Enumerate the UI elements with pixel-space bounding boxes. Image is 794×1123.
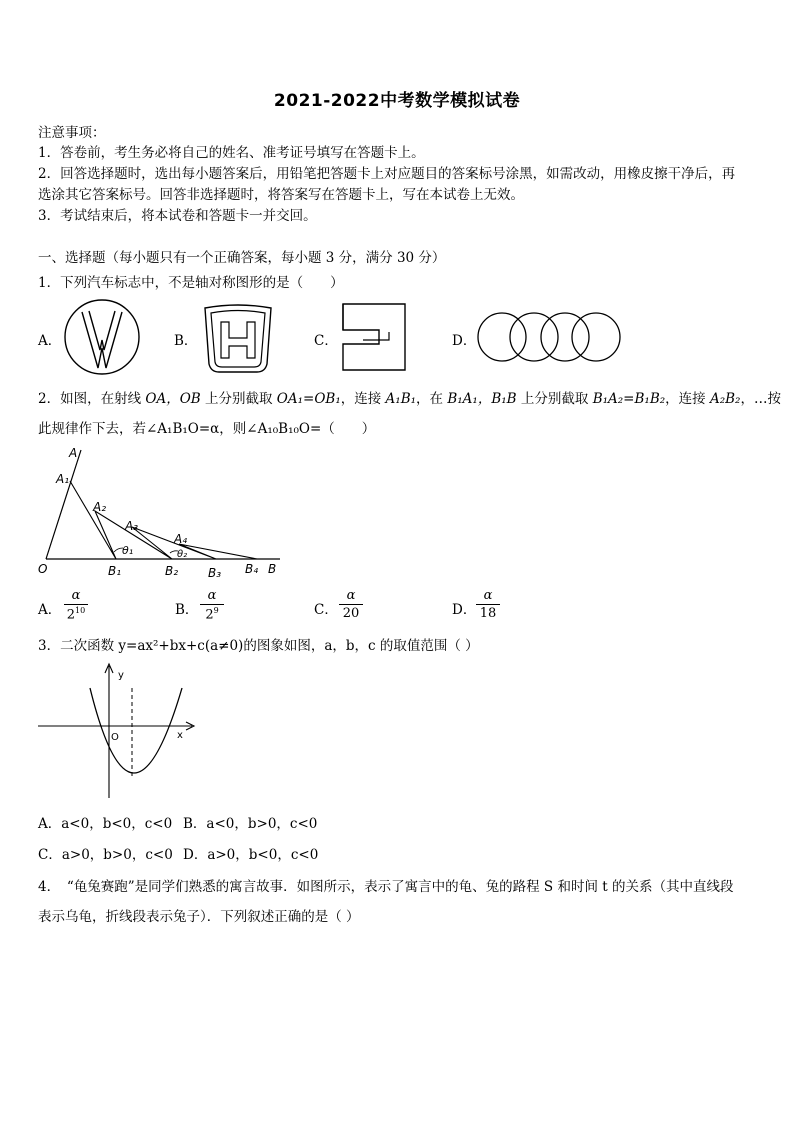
q2-option-a-label: A． <box>38 602 62 618</box>
q2-geometry-figure <box>36 445 286 580</box>
q1-stem: 1．下列汽车标志中，不是轴对称图形的是（ ） <box>38 275 344 291</box>
label-theta2: θ₂ <box>177 549 188 560</box>
label-A: A <box>69 446 78 460</box>
q2-option-a-value: α $2^{10}$ <box>62 588 90 622</box>
q3-option-b: B．a<0，b>0，c<0 <box>183 816 318 832</box>
q3-stem: 3．二次函数 y=ax²+bx+c(a≠0)的图象如图，a，b，c 的取值范围（ ） <box>38 638 479 654</box>
block-logo-icon <box>341 302 407 372</box>
section-heading: 一、选择题（每小题只有一个正确答案，每小题 3 分，满分 30 分） <box>38 250 446 266</box>
label-A1: A₁ <box>56 472 70 486</box>
notice-heading: 注意事项： <box>38 125 106 141</box>
label-B4: B₄ <box>245 562 259 576</box>
honda-logo-icon <box>199 302 277 376</box>
notice-item-1: 1．答卷前，考生务必将自己的姓名、准考证号填写在答题卡上。 <box>38 145 425 161</box>
axis-x-label: x <box>177 730 183 741</box>
q2-option-b-label: B． <box>175 602 199 618</box>
q2-option-d-value: α 18 <box>474 588 502 621</box>
q4-line-1: 4． “龟兔赛跑”是同学们熟悉的寓言故事．如图所示，表示了寓言中的龟、兔的路程 S 和时间 t 的关系（其中直线段 <box>38 879 734 895</box>
q3-option-c: C．a>0，b>0，c<0 <box>38 847 173 863</box>
q1-option-c-label: C． <box>314 333 338 349</box>
q3-option-a: A．a<0，b<0，c<0 <box>38 816 173 832</box>
label-O: O <box>38 562 48 576</box>
q2-option-c-value: α 20 <box>337 588 365 621</box>
label-B1: B₁ <box>108 564 122 578</box>
label-B: B <box>268 562 277 576</box>
notice-item-2: 2．回答选择题时，选出每小题答案后，用铅笔把答题卡上对应题目的答案标号涂黑，如需改动，用橡皮擦干净后，再 <box>38 166 736 182</box>
notice-item-3: 3．考试结束后，将本试卷和答题卡一并交回。 <box>38 208 317 224</box>
q2-line-2: 此规律作下去，若∠A₁B₁O=α，则∠A₁₀B₁₀O=（ ） <box>38 421 376 437</box>
q4-line-2: 表示乌龟，折线段表示兔子）．下列叙述正确的是（ ） <box>38 909 360 925</box>
audi-rings-icon <box>476 311 622 363</box>
label-A3: A₃ <box>125 519 139 533</box>
label-A4: A₄ <box>174 532 188 546</box>
q3-option-d: D．a>0，b<0，c<0 <box>183 847 319 863</box>
exam-title: 2021-2022中考数学模拟试卷 <box>273 91 521 111</box>
q2-option-d-label: D． <box>452 602 477 618</box>
label-A2: A₂ <box>93 500 107 514</box>
label-B2: B₂ <box>165 564 179 578</box>
q2-line-1: 2．如图，在射线 OA，OB 上分别截取 OA₁=OB₁，连接 A₁B₁，在 B₁A₁，B₁B 上分别截取 B₁A₂=B₁B₂，连接 A₂B₂，…按 <box>38 391 781 407</box>
q1-option-d-label: D． <box>452 333 477 349</box>
q2-option-b-value: α $2^9$ <box>198 588 226 622</box>
axis-origin-label: O <box>111 732 119 743</box>
notice-item-2-cont: 选涂其它答案标号。回答非选择题时，将答案写在答题卡上，写在本试卷上无效。 <box>38 187 524 203</box>
label-B3: B₃ <box>208 566 222 580</box>
q1-option-b-label: B． <box>174 333 198 349</box>
q2-option-c-label: C． <box>314 602 338 618</box>
vw-logo-icon <box>62 298 144 378</box>
label-theta1: θ₁ <box>122 544 134 557</box>
q3-parabola-figure <box>36 658 200 800</box>
q1-option-a-label: A． <box>38 333 62 349</box>
axis-y-label: y <box>118 670 124 681</box>
